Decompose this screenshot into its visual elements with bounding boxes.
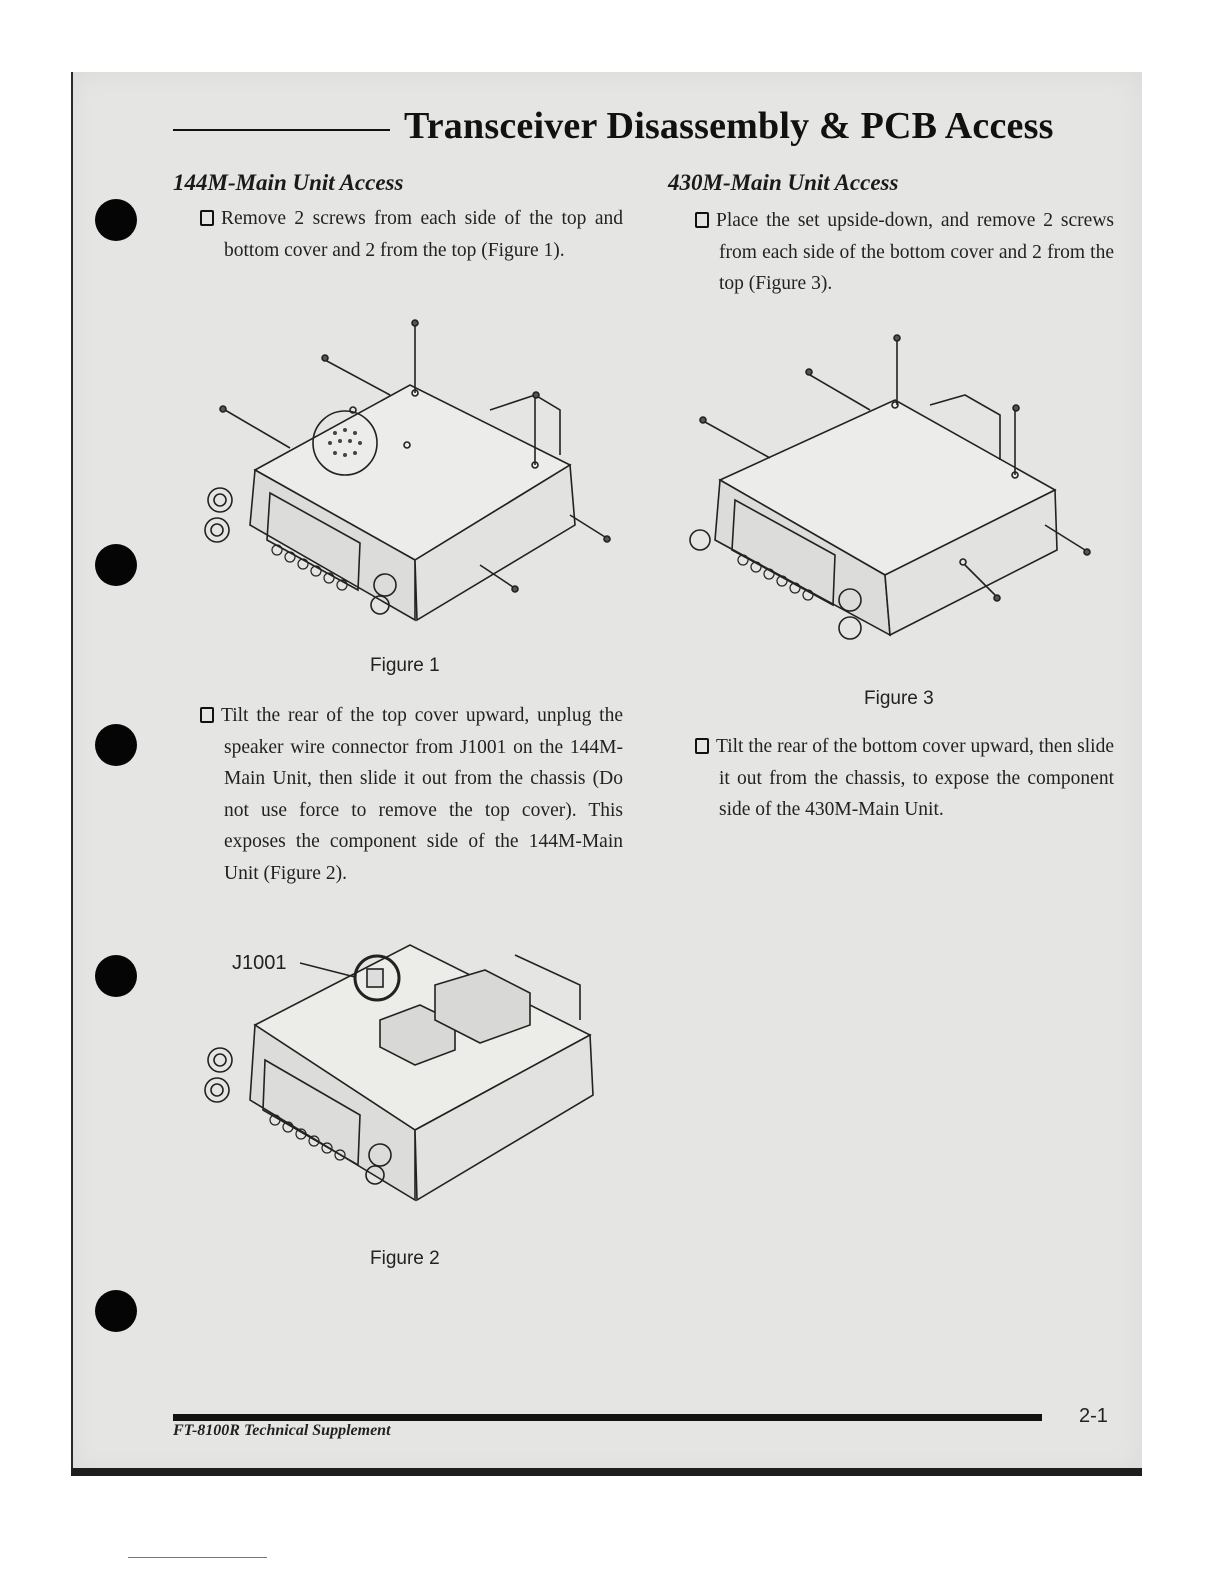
step-144m-2-text: Tilt the rear of the top cover upward, unplug the speaker wire connector from J1001 on the 144M-Main Unit, then slide it out from the chassis (Do not use force to remove the top cover). This exposes the component side of the 144M-Main Unit (Figure 2).	[221, 705, 623, 884]
binder-hole	[95, 199, 137, 241]
step-430m-2	[716, 731, 1114, 826]
checkbox-icon	[200, 210, 214, 226]
figure-2-caption: Figure 2	[370, 1248, 440, 1269]
step-430m-2-text: Tilt the rear of the bottom cover upward, then slide it out from the chassis, to expose the component side of the 430M-Main Unit.	[716, 736, 1114, 820]
page-left-edge	[71, 72, 73, 1474]
figure-2-illustration	[195, 925, 615, 1225]
page-number: 2-1	[1079, 1405, 1108, 1427]
figure-3-illustration	[685, 330, 1105, 650]
footer-document-title: FT-8100R Technical Supplement	[173, 1422, 391, 1439]
checkbox-icon	[695, 212, 709, 228]
title-rule	[173, 129, 390, 131]
bottom-underline	[128, 1557, 267, 1558]
figure-1-illustration	[195, 315, 625, 635]
j1001-label: J1001	[232, 952, 287, 974]
footer-rule	[173, 1414, 1042, 1421]
step-430m-1-text: Place the set upside-down, and remove 2 screws from each side of the bottom cover and 2 from the top (Figure 3).	[716, 210, 1114, 294]
binder-hole	[95, 955, 137, 997]
step-144m-1	[221, 203, 623, 266]
binder-hole	[95, 1290, 137, 1332]
checkbox-icon	[695, 738, 709, 754]
figure-1-caption: Figure 1	[370, 655, 440, 676]
step-430m-1	[716, 205, 1114, 300]
page-bottom-edge	[71, 1468, 1142, 1476]
heading-430m: 430M-Main Unit Access	[668, 170, 899, 195]
figure-3-caption: Figure 3	[864, 688, 934, 709]
step-144m-2	[221, 700, 623, 889]
checkbox-icon	[200, 707, 214, 723]
page-title: Transceiver Disassembly & PCB Access	[404, 105, 1054, 147]
binder-hole	[95, 724, 137, 766]
step-144m-1-text: Remove 2 screws from each side of the top and bottom cover and 2 from the top (Figure 1).	[221, 208, 623, 261]
binder-hole	[95, 544, 137, 586]
heading-144m: 144M-Main Unit Access	[173, 170, 404, 195]
